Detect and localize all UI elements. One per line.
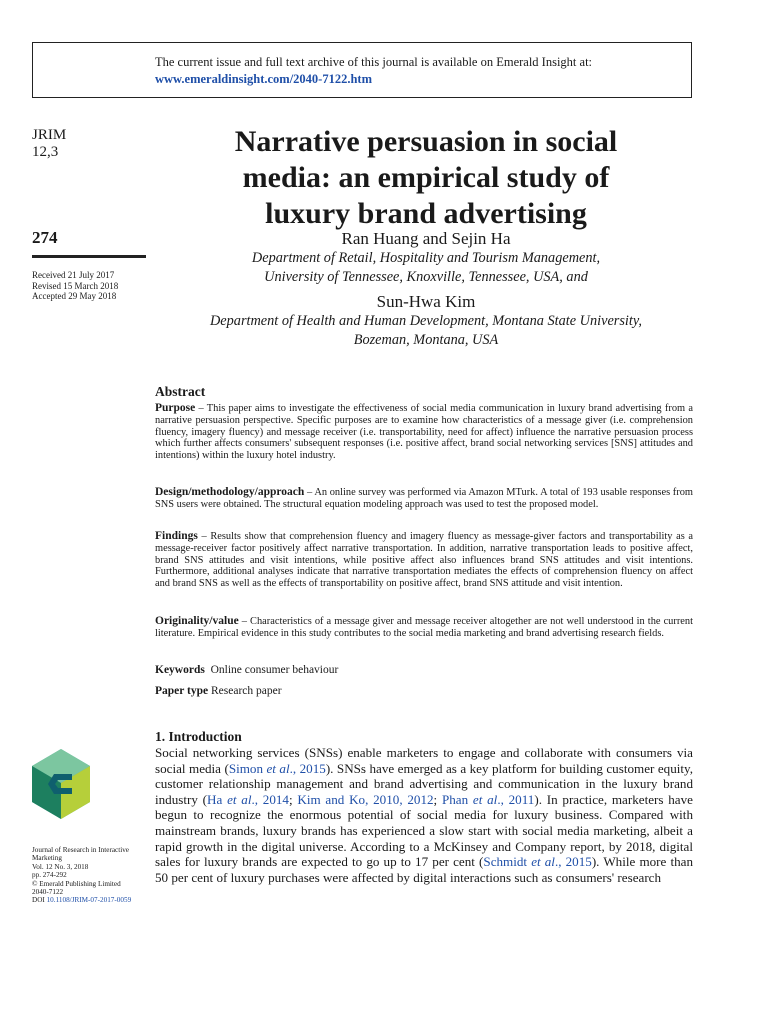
- journal-volume: Vol. 12 No. 3, 2018: [32, 862, 89, 871]
- abstract-purpose: [155, 403, 693, 462]
- affiliation-line: Department of Health and Human Development, Montana State University,: [209, 313, 642, 329]
- affiliation-1: [160, 249, 692, 287]
- body-text: ). In practice, marketers have begun to recognize the enormous potential of social media for luxury business. Compared with mainstream brands, luxury brands has experienced a slow start with social media marketing, albeit a rapid growth in the digital universe. According to a McKinsey and Company report, by 2018, digital sales for luxury brands are expected to go up to 17 per cent (: [155, 791, 693, 870]
- body-text: Social networking services (SNSs) enable marketers to engage and collaborate with consumers via social media (: [155, 745, 693, 776]
- originality-label: Originality/value: [155, 615, 239, 627]
- citation-link[interactable]: [483, 854, 591, 869]
- citation-link[interactable]: [229, 761, 326, 776]
- citation-link[interactable]: [207, 792, 289, 807]
- citation-link[interactable]: [442, 792, 534, 807]
- citation-year: ., 2015: [289, 760, 326, 776]
- title-line: media: an empirical study of: [242, 161, 610, 194]
- affiliation-line: Bozeman, Montana, USA: [353, 332, 499, 348]
- design-text: – An online survey was performed via Amazon MTurk. A total of 193 usable responses from SNS users were obtained. The structural equation modeling approach was used to test the proposed model.: [155, 487, 693, 510]
- keywords-label: Keywords: [155, 664, 205, 676]
- volume-issue: 12,3: [32, 144, 59, 160]
- body-text: ). While more than 50 per cent of luxury purchases were affected by digital interactions such as consumers' research: [155, 854, 694, 885]
- paper-type-text: Research paper: [211, 685, 282, 697]
- journal-logo-icon: [30, 748, 92, 820]
- body-text: ). SNSs have emerged as a key platform for building customer equity, customer relationship management and brand advertising and communication in the luxury brand industry (: [155, 760, 693, 807]
- page-number: 274: [32, 228, 58, 247]
- journal-volume-info: [32, 127, 66, 161]
- page-number-rule: [32, 255, 146, 258]
- access-note: The current issue and full text archive of this journal is available on Emerald Insight at:: [155, 55, 593, 69]
- doi-link[interactable]: 10.1108/JRIM-07-2017-0059: [46, 896, 132, 905]
- journal-copyright: © Emerald Publishing Limited: [32, 879, 121, 888]
- citation-etal: et al: [227, 791, 252, 807]
- citation-author: Phan: [441, 791, 473, 807]
- accepted-date: Accepted 29 May 2018: [32, 291, 117, 301]
- journal-issn: 2040-7122: [32, 888, 64, 897]
- doi-label: DOI: [32, 896, 47, 905]
- journal-pages: pp. 274-292: [32, 871, 67, 880]
- submission-dates: [32, 270, 118, 302]
- section-heading-introduction: 1. Introduction: [155, 729, 242, 744]
- citation-year: ., 2011: [497, 791, 535, 807]
- journal-url-link[interactable]: www.emeraldinsight.com/2040-7122.htm: [155, 72, 372, 86]
- revised-date: Revised 15 March 2018: [32, 280, 119, 291]
- citation-author: Schmidt: [483, 854, 532, 870]
- journal-citation-info: [32, 846, 131, 905]
- purpose-label: Purpose: [155, 402, 196, 414]
- title-line: luxury brand advertising: [265, 197, 587, 230]
- findings-text: – Results show that comprehension fluency and imagery fluency as message-giver factors and transportability as a message-receiver factor positively affect narrative transportation. In addition, narrative transportation leads to positive affect, brand SNS attitudes and visit intentions, while positive affect also influences brand SNS attitudes and visit intentions. Furthermore, additional analyses indicate that narrative transportation mediates the effects of comprehension fluency on affect and brand SNS as well as the effects of transportability on positive affect, brand SNS attitude and visit intention.: [155, 531, 693, 590]
- author-group-2: Sun-Hwa Kim: [376, 292, 476, 311]
- purpose-text: – This paper aims to investigate the effectiveness of social media communication in luxury brand advertising from a narrative persuasion perspective. Specific purposes are to examine how characteristics of a message giver (i.e. comprehension fluency, imagery fluency) and message receiver (i.e. transportability, need for affect) influence the narrative persuasion process which further affects consumers' subsequent responses (i.e. positive affect, brand social networking services [SNS] attitudes and intentions) within the luxury hotel industry.: [155, 403, 693, 462]
- received-date: Received 21 July 2017: [32, 270, 115, 280]
- originality-text: – Characteristics of a message giver and message receiver altogether are not well understood in the current literature. Empirical evidence in this study contributes to the social media marketing and brand advertising research fields.: [155, 616, 693, 639]
- journal-abbreviation: JRIM: [32, 127, 67, 143]
- abstract-originality: [155, 616, 693, 640]
- affiliation-line: Department of Retail, Hospitality and Tourism Management,: [251, 250, 601, 266]
- findings-label: Findings: [155, 530, 198, 542]
- citation-author: Ha: [207, 791, 228, 807]
- keywords: [155, 664, 338, 676]
- affiliation-2: [160, 312, 692, 350]
- journal-name-line: Marketing: [32, 854, 62, 863]
- paper-type: [155, 685, 282, 697]
- paper-title: [160, 124, 692, 232]
- abstract-heading: Abstract: [155, 384, 206, 399]
- title-line: Narrative persuasion in social: [234, 125, 618, 158]
- affiliation-line: University of Tennessee, Knoxville, Tennessee, USA, and: [264, 269, 588, 285]
- citation-separator: ;: [433, 791, 442, 807]
- citation-separator: ;: [288, 791, 298, 807]
- citation-year: ., 2015: [554, 854, 592, 870]
- citation-etal: et al: [472, 791, 498, 807]
- abstract-design: [155, 487, 693, 511]
- keywords-text: Online consumer behaviour: [210, 664, 339, 676]
- journal-name-line: Journal of Research in Interactive: [32, 846, 129, 854]
- author-group-1: Ran Huang and Sejin Ha: [341, 229, 511, 248]
- design-label: Design/methodology/approach: [155, 486, 305, 498]
- citation-etal: et al: [531, 854, 555, 870]
- citation-etal: et al: [266, 760, 290, 776]
- doi-line: [32, 896, 131, 904]
- citation-link[interactable]: Kim and Ko, 2010, 2012: [297, 791, 434, 807]
- abstract-findings: [155, 531, 693, 590]
- citation-author: Simon: [228, 760, 267, 776]
- journal-access-banner: [32, 42, 692, 98]
- paper-type-label: Paper type: [155, 685, 209, 697]
- citation-year: ., 2014: [251, 791, 289, 807]
- introduction-paragraph: [155, 745, 693, 885]
